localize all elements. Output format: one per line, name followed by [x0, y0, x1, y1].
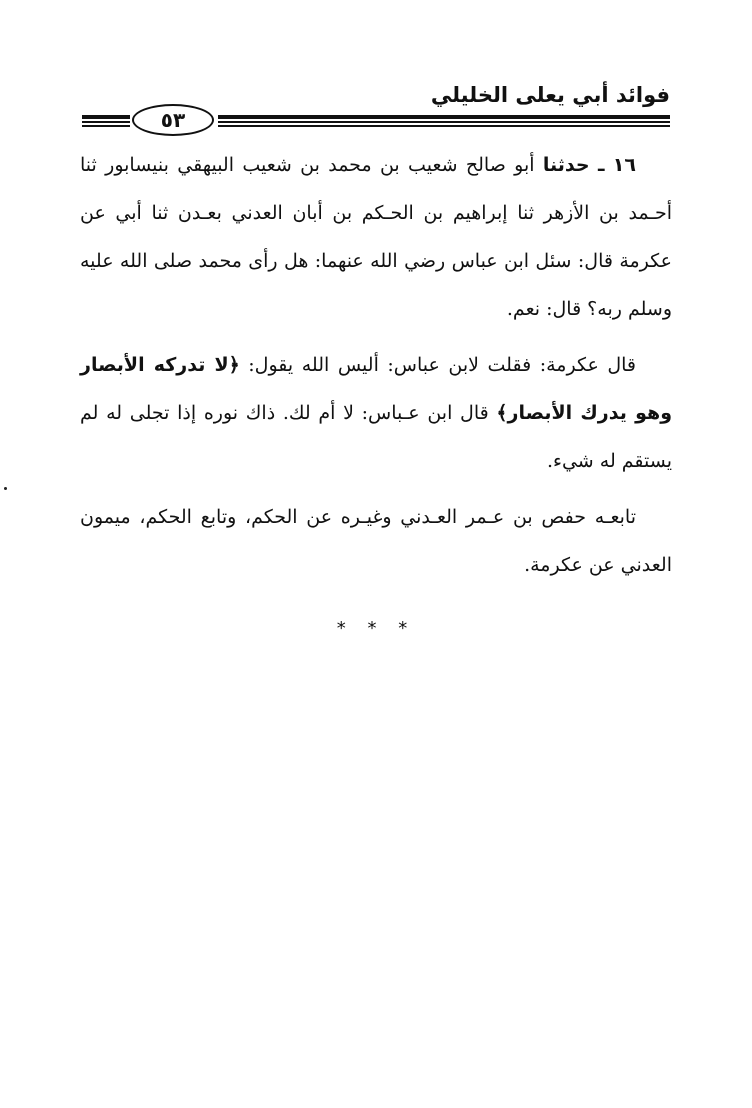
header-rule-left-lines	[82, 115, 130, 127]
hadith-isnad: أبو صالح شعيب بن محمد بن شعيب البيهقي بنيسابور ثنا أحـمد بن الأزهر ثنا إبراهيم بن الحـكم بن أبان العدني بعـدن ثنا أبي عن عكرمة قال: سئل ابن عباس رضي الله عنهما: هل رأى محمد صلى الله عليه وسلم ربه؟ قال: نعم.	[80, 154, 672, 320]
hadith-paragraph	[80, 141, 672, 333]
quran-quote: ﴿لا تدركه الأبصار وهو يدرك الأبصار﴾	[80, 354, 673, 424]
commentary-after-quote: قال ابن عـباس: لا أم لك. ذاك نوره إذا تجلى له لم يستقم له شيء.	[80, 402, 672, 472]
hadith-lead: حدثنا	[542, 154, 590, 176]
page-number: ٥٣	[132, 104, 214, 136]
hadith-number: ١٦	[612, 154, 636, 176]
running-title: فوائد أبي يعلى الخليلي	[430, 83, 670, 107]
hadith-separator: ـ	[597, 154, 605, 176]
mutabaah-paragraph	[80, 493, 672, 589]
body-text	[80, 141, 672, 597]
header-rule	[82, 104, 670, 138]
mutabaah-text: تابعـه حفص بن عـمر العـدني وغيـره عن الحكم، وتابع الحكم، ميمون العدني عن عكرمة.	[80, 506, 672, 576]
commentary-paragraph	[80, 341, 672, 485]
header-rule-right-lines	[218, 115, 670, 127]
commentary-before-quote: قال عكرمة: فقلت لابن عباس: أليس الله يقول:	[248, 354, 637, 376]
margin-speck	[4, 487, 7, 490]
section-separator-stars: * * *	[336, 618, 416, 639]
